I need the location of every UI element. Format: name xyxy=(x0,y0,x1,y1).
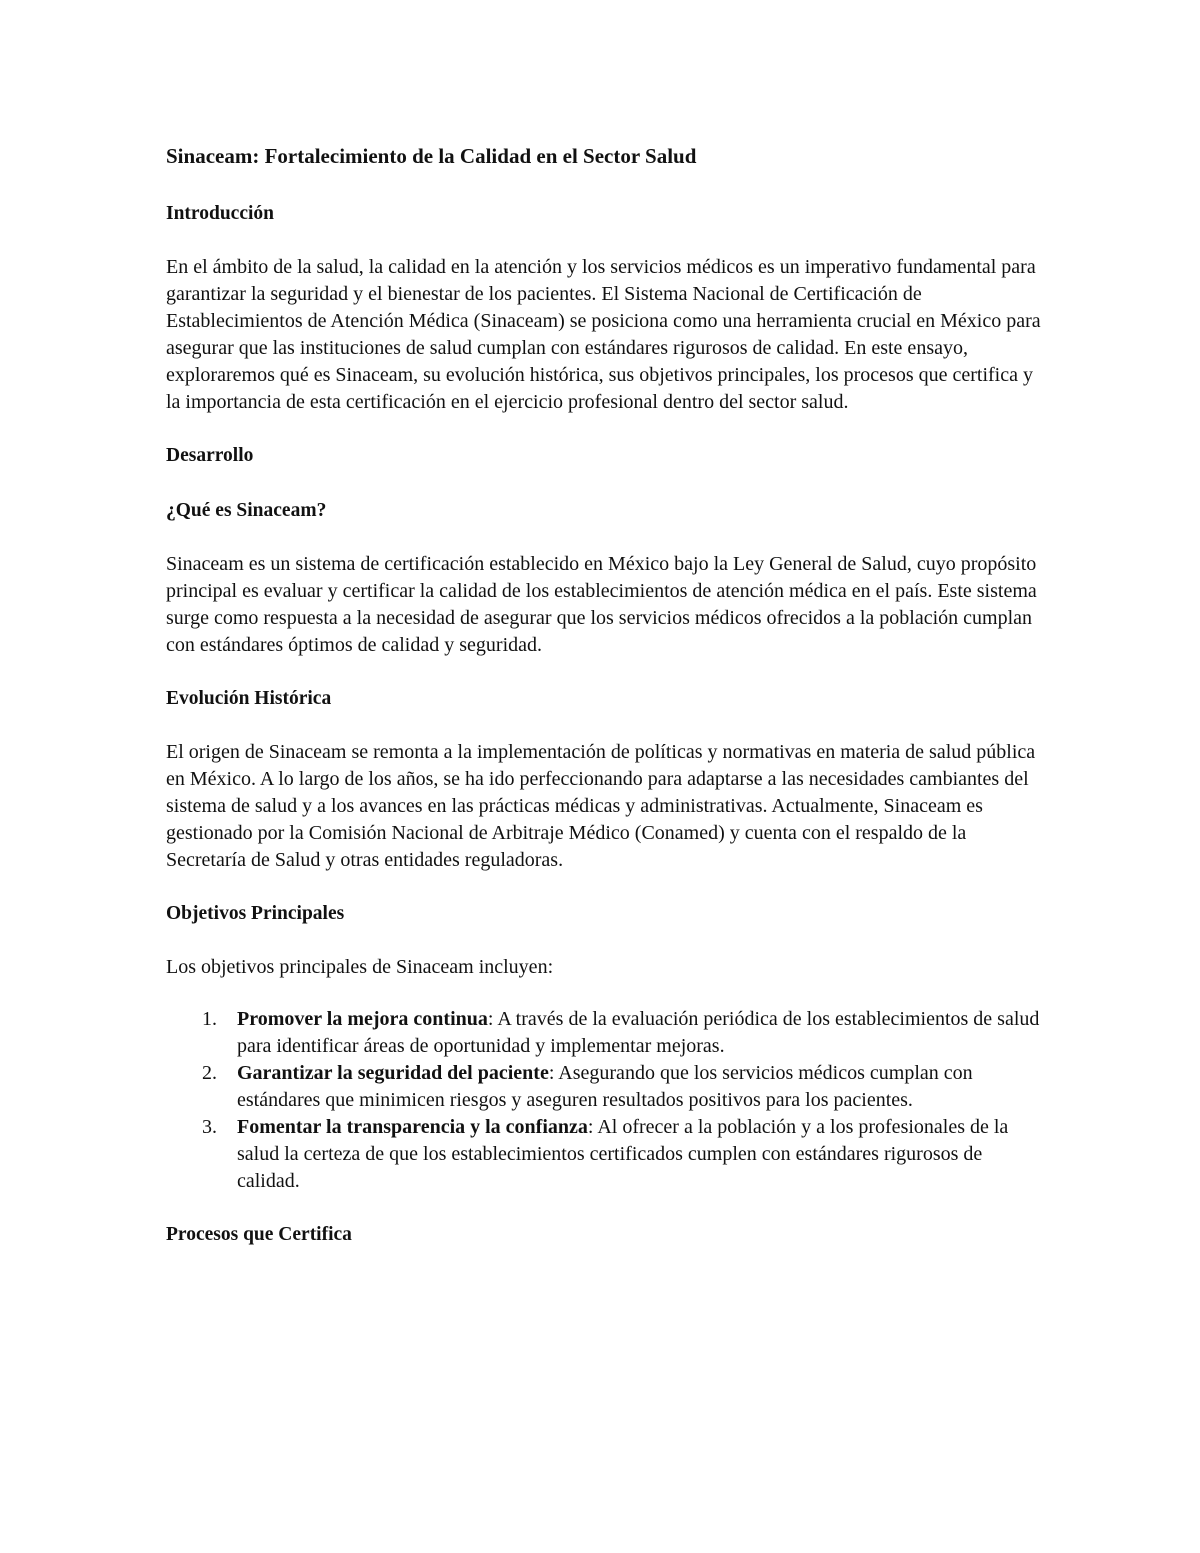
desarrollo-heading: Desarrollo xyxy=(166,445,254,466)
list-term: Fomentar la transparencia y la confianza xyxy=(237,1116,588,1138)
list-text: : Asegurando que los servicios médicos cumplan con estándares que minimicen riesgos y aseguren resultados positivos para los pacientes. xyxy=(237,1062,973,1111)
intro-heading: Introducción xyxy=(166,203,274,224)
evolucion-heading: Evolución Histórica xyxy=(166,688,332,709)
list-text: : A través de la evaluación periódica de los establecimientos de salud para identificar áreas de oportunidad y implementar mejoras. xyxy=(237,1008,1040,1057)
objetivos-heading: Objetivos Principales xyxy=(166,903,345,924)
procesos-heading: Procesos que Certifica xyxy=(166,1224,352,1245)
list-item xyxy=(166,1114,1046,1195)
list-number: 1. xyxy=(202,1008,217,1030)
list-number: 3. xyxy=(202,1116,217,1138)
intro-paragraph: En el ámbito de la salud, la calidad en la atención y los servicios médicos es un imperativo fundamental para garantizar la seguridad y el bienestar de los pacientes. El Sistema Nacional de Certificación de Establecimientos de Atención Médica (Sinaceam) se posiciona como una herramienta crucial en México para asegurar que las instituciones de salud cumplan con estándares rigurosos de calidad. En este ensayo, exploraremos qué es Sinaceam, su evolución histórica, sus objetivos principales, los procesos que certifica y la importancia de esta certificación en el ejercicio profesional dentro del sector salud. xyxy=(166,256,1041,413)
document-page xyxy=(166,140,1046,1275)
objetivos-list xyxy=(166,1006,1046,1195)
list-term: Promover la mejora continua xyxy=(237,1008,488,1030)
objetivos-intro: Los objetivos principales de Sinaceam incluyen: xyxy=(166,956,554,978)
list-term: Garantizar la seguridad del paciente xyxy=(237,1062,549,1084)
que-es-heading: ¿Qué es Sinaceam? xyxy=(166,500,327,521)
list-item xyxy=(166,1060,1046,1114)
document-title: Sinaceam: Fortalecimiento de la Calidad en el Sector Salud xyxy=(166,144,697,168)
list-text: : Al ofrecer a la población y a los profesionales de la salud la certeza de que los establecimientos certificados cumplen con estándares rigurosos de calidad. xyxy=(237,1116,1009,1192)
que-es-paragraph: Sinaceam es un sistema de certificación establecido en México bajo la Ley General de Salud, cuyo propósito principal es evaluar y certificar la calidad de los establecimientos de atención médica en el país. Este sistema surge como respuesta a la necesidad de asegurar que los servicios médicos ofrecidos a la población cumplan con estándares óptimos de calidad y seguridad. xyxy=(166,553,1037,656)
evolucion-paragraph: El origen de Sinaceam se remonta a la implementación de políticas y normativas en materia de salud pública en México. A lo largo de los años, se ha ido perfeccionando para adaptarse a las necesidades cambiantes del sistema de salud y a los avances en las prácticas médicas y administrativas. Actualmente, Sinaceam es gestionado por la Comisión Nacional de Arbitraje Médico (Conamed) y cuenta con el respaldo de la Secretaría de Salud y otras entidades reguladoras. xyxy=(166,741,1036,871)
list-number: 2. xyxy=(202,1062,217,1084)
list-item xyxy=(166,1006,1046,1060)
